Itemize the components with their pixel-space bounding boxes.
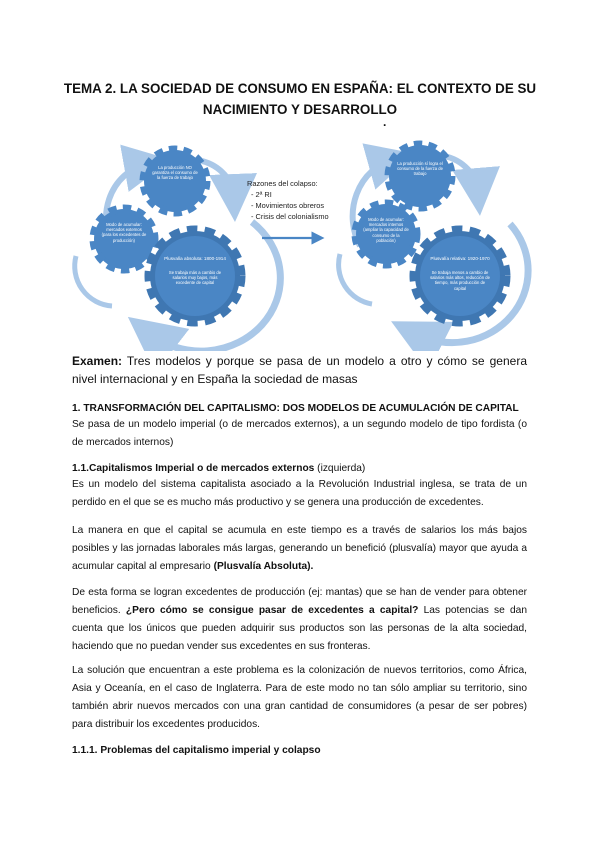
section-1-1-heading-rest: (izquierda) [314, 463, 366, 474]
section-1-1-paragraph-4: La solución que encuentran a este problema es la colonización de nuevos territorios, como África, Asia y Oceanía, en el caso de Inglaterra. Para de este modo no tan sólo ampliar su territorio, sino también abrir nuevos mercados con una gran cantidad de consumidores (a pesar de ser pobres) para distribuir los excedentes producidos. [72, 665, 527, 730]
left-gear-big-body: Se trabaja más a cambio de salarios muy bajos, más excedente de capital [168, 270, 222, 286]
section-1-1-paragraph-3 [72, 584, 527, 656]
section-1-text: Se pasa de un modelo imperial (o de mercados externos), a un segundo modelo de tipo fordista (o de mercados internos) [72, 419, 527, 448]
section-1-1-paragraph-1: Es un modelo del sistema capitalista asociado a la Revolución Industrial inglesa, se trata de un perdido en el que se es mucho más productivo y se genera una producción de excedentes. [72, 479, 527, 508]
collapse-reasons-list [247, 189, 329, 222]
paragraph-3-text-c: Las potencias se dan cuenta que los únicos que pueden adquirir sus productos son las personas de la alta sociedad, haciendo que no puedan vender sus excedentes en sus fronteras. [72, 605, 527, 652]
right-gear-big-body: Se trabaja menos a cambio de salarios más altos, reducción de tiempo, más producción de capital [430, 270, 490, 291]
plusvalia-absoluta: (Plusvalía Absoluta). [213, 561, 314, 572]
exam-text: Tres modelos y porque se pasa de un modelo a otro y cómo se genera nivel internacional y en España la sociedad de masas [72, 354, 527, 386]
collapse-reasons-title: Razones del colapso: [247, 179, 318, 188]
list-item: - 2ª RI [260, 189, 329, 200]
list-item: - Movimientos obreros [260, 200, 329, 211]
exam-note [72, 352, 527, 388]
right-gear-big-title: Plusvalía relativa: 1920-1970 [430, 256, 490, 261]
right-gear-top-label: La producción sí logra el consumo de la fuerza de trabajo [397, 161, 443, 177]
paragraph-2-text: La manera en que el capital se acumula en este tiempo es a través de salarios los más bajos posibles y las jornadas laborales más largas, generando un benefició (plusvalía) mayor que ayuda a acumular capital al empresario [72, 525, 527, 572]
title-dot: . [383, 115, 387, 129]
section-1-1-heading-bold: 1.1.Capitalismos Imperial o de mercados externos [72, 463, 315, 474]
left-gear-top-label: La producción NO garantiza el consumo de la fuerza de trabajo [152, 165, 198, 181]
capitalism-models-diagram [0, 136, 600, 351]
left-gear-big-title: Plusvalía absoluta: 1800-1914 [164, 256, 226, 261]
page-title: TEMA 2. LA SOCIEDAD DE CONSUMO EN ESPAÑA: EL CONTEXTO DE SU NACIMIENTO Y DESARROLLO [63, 81, 537, 117]
paragraph-3-text-a: De esta forma se logran excedentes de producción (ej: mantas) que se han de vender para obtener beneficios. [72, 587, 527, 616]
left-gear-left-label: Modo de acumular: mercados externos (para los excedentes de producción) [101, 222, 147, 243]
list-item: - Crisis del colonialismo [260, 211, 329, 222]
section-1-heading: 1. TRANSFORMACIÓN DEL CAPITALISMO: DOS MODELOS DE ACUMULACIÓN DE CAPITAL [72, 403, 519, 414]
collapse-reasons [247, 178, 329, 222]
section-1-1-paragraph-2 [72, 522, 527, 576]
right-gear-left-label: Modo de acumular: mercados internos (ampliar la capacidad de consumo de la población) [363, 217, 409, 243]
paragraph-3-question: ¿Pero cómo se consigue pasar de excedentes a capital? [125, 605, 419, 616]
section-1-1-1-heading: 1.1.1. Problemas del capitalismo imperial y colapso [72, 745, 321, 756]
exam-label: Examen: [72, 354, 123, 368]
